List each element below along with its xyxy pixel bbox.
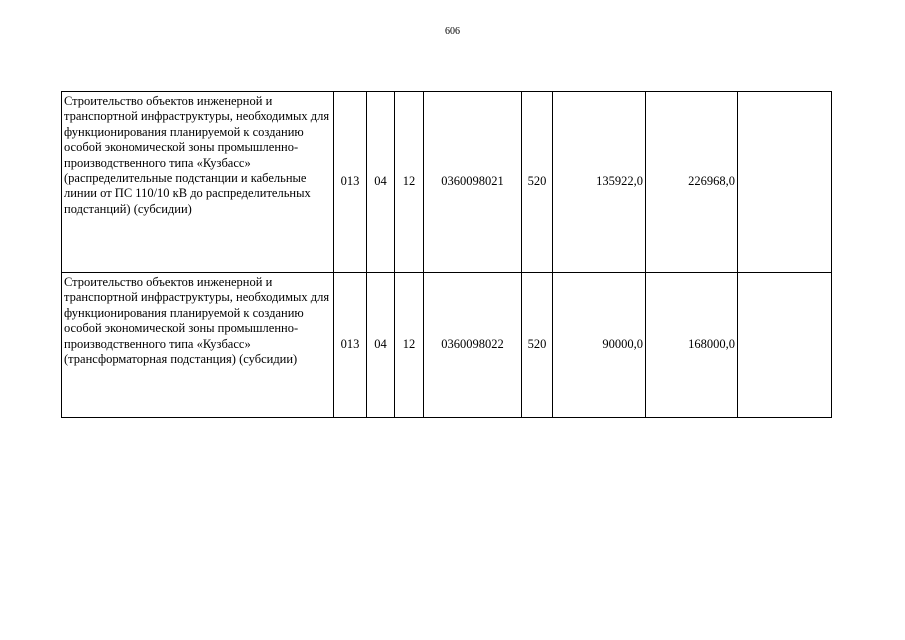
amount-3-cell — [738, 273, 832, 418]
target-article-cell: 0360098021 — [424, 92, 522, 273]
expense-type-cell: 520 — [522, 92, 553, 273]
table-row — [62, 92, 832, 273]
description-cell: Строительство объектов инженерной и транспортной инфраструктуры, необходимых для функционирования планируемой к созданию особой экономической зоны промышленно-производственного типа «Кузбасс» (распределительные подстанции и кабельные линии от ПС 110/10 кВ до распределительных подстанций) (субсидии) — [62, 92, 334, 273]
ministry-code-cell: 013 — [334, 92, 367, 273]
target-article-cell: 0360098022 — [424, 273, 522, 418]
amount-1-cell: 135922,0 — [553, 92, 646, 273]
amount-2-cell: 226968,0 — [646, 92, 738, 273]
subsection-code-cell: 12 — [395, 273, 424, 418]
amount-1-cell: 90000,0 — [553, 273, 646, 418]
subsection-code-cell: 12 — [395, 92, 424, 273]
description-cell: Строительство объектов инженерной и транспортной инфраструктуры, необходимых для функционирования планируемой к созданию особой экономической зоны промышленно-производственного типа «Кузбасс» (трансформаторная подстанция) (субсидии) — [62, 273, 334, 418]
section-code-cell: 04 — [367, 92, 395, 273]
page-number: 606 — [445, 26, 460, 37]
section-code-cell: 04 — [367, 273, 395, 418]
expense-type-cell: 520 — [522, 273, 553, 418]
budget-table — [61, 91, 832, 418]
table-row — [62, 273, 832, 418]
amount-2-cell: 168000,0 — [646, 273, 738, 418]
amount-3-cell — [738, 92, 832, 273]
ministry-code-cell: 013 — [334, 273, 367, 418]
